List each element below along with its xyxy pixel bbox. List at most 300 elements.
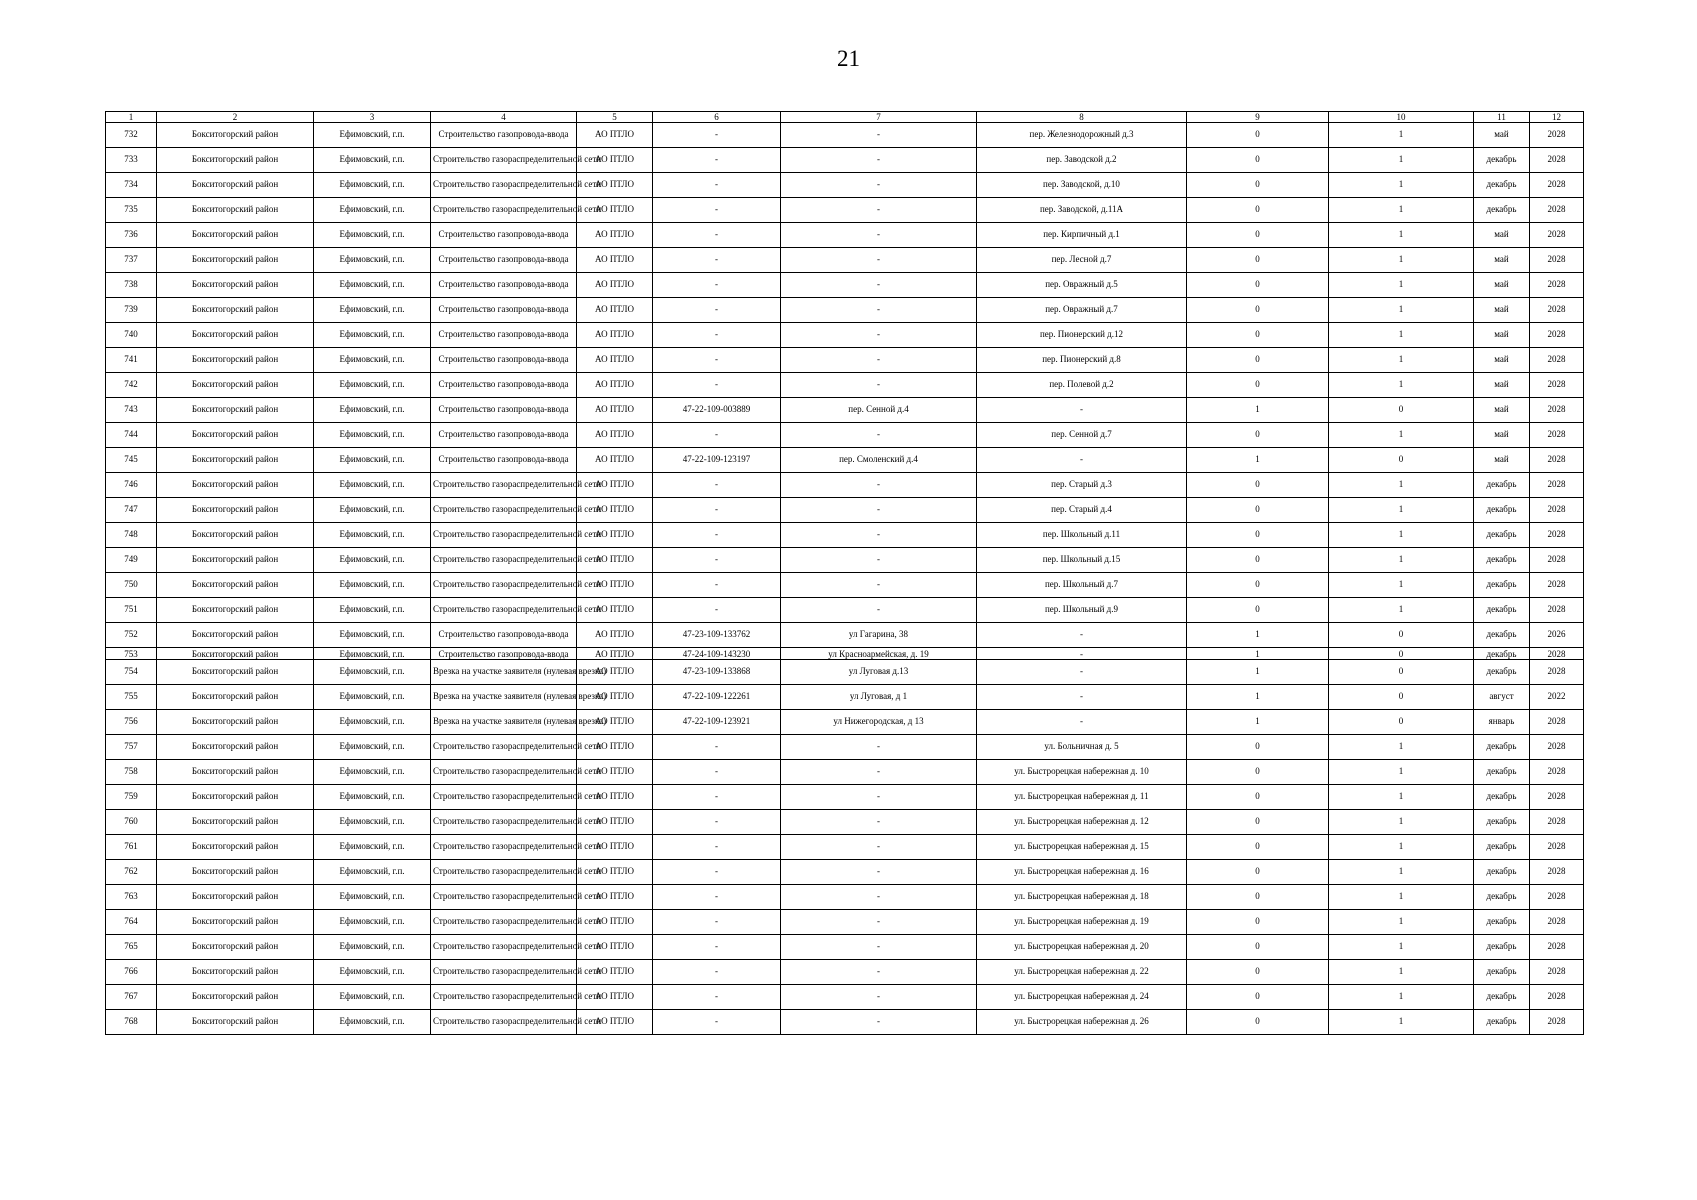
year-cell: 2028 [1530,423,1584,448]
district-cell: Бокситогорский район [157,423,314,448]
organization-cell: АО ПТЛО [577,348,653,373]
year-cell: 2028 [1530,173,1584,198]
settlement-cell: Ефимовский, г.п. [314,373,431,398]
count-cell: 0 [1187,573,1329,598]
count-cell: 1 [1329,323,1474,348]
work-type-cell: Строительство газораспределительной сети [431,598,577,623]
settlement-cell: Ефимовский, г.п. [314,498,431,523]
table-row [106,173,1584,198]
work-type-cell: Строительство газораспределительной сети [431,735,577,760]
month-cell: май [1474,448,1530,473]
column-header: 8 [977,112,1187,123]
organization-cell: АО ПТЛО [577,1010,653,1035]
count-cell: 1 [1329,173,1474,198]
cadastral-number-cell: - [653,810,781,835]
table-row [106,473,1584,498]
cadastral-number-cell: - [653,935,781,960]
count-cell: 0 [1329,448,1474,473]
work-type-cell: Строительство газопровода-ввода [431,248,577,273]
cadastral-number-cell: - [653,173,781,198]
table-row [106,735,1584,760]
organization-cell: АО ПТЛО [577,685,653,710]
connection-address-cell: пер. Овражный д.7 [977,298,1187,323]
object-address-cell: - [781,473,977,498]
organization-cell: АО ПТЛО [577,785,653,810]
table-row [106,910,1584,935]
settlement-cell: Ефимовский, г.п. [314,298,431,323]
object-address-cell: - [781,885,977,910]
count-cell: 1 [1187,398,1329,423]
cadastral-number-cell: - [653,760,781,785]
work-type-cell: Строительство газопровода-ввода [431,648,577,660]
settlement-cell: Ефимовский, г.п. [314,548,431,573]
row-number-cell: 762 [106,860,157,885]
count-cell: 0 [1187,985,1329,1010]
object-address-cell: ул Луговая д.13 [781,660,977,685]
settlement-cell: Ефимовский, г.п. [314,148,431,173]
district-cell: Бокситогорский район [157,348,314,373]
count-cell: 0 [1187,223,1329,248]
object-address-cell: - [781,523,977,548]
object-address-cell: - [781,548,977,573]
settlement-cell: Ефимовский, г.п. [314,398,431,423]
work-type-cell: Строительство газораспределительной сети [431,473,577,498]
connection-address-cell: ул. Быстрорецкая набережная д. 11 [977,785,1187,810]
organization-cell: АО ПТЛО [577,935,653,960]
district-cell: Бокситогорский район [157,623,314,648]
count-cell: 1 [1329,348,1474,373]
settlement-cell: Ефимовский, г.п. [314,735,431,760]
count-cell: 1 [1187,623,1329,648]
count-cell: 0 [1187,373,1329,398]
month-cell: декабрь [1474,860,1530,885]
district-cell: Бокситогорский район [157,473,314,498]
table-row [106,835,1584,860]
connection-address-cell: - [977,398,1187,423]
settlement-cell: Ефимовский, г.п. [314,598,431,623]
work-type-cell: Строительство газораспределительной сети [431,785,577,810]
settlement-cell: Ефимовский, г.п. [314,810,431,835]
district-cell: Бокситогорский район [157,985,314,1010]
year-cell: 2028 [1530,760,1584,785]
count-cell: 1 [1329,810,1474,835]
table-body [106,123,1584,1035]
work-type-cell: Строительство газопровода-ввода [431,373,577,398]
table-row [106,960,1584,985]
connection-address-cell: пер. Железнодорожный д.3 [977,123,1187,148]
row-number-cell: 737 [106,248,157,273]
cadastral-number-cell: - [653,323,781,348]
organization-cell: АО ПТЛО [577,198,653,223]
row-number-cell: 756 [106,710,157,735]
organization-cell: АО ПТЛО [577,735,653,760]
year-cell: 2028 [1530,598,1584,623]
settlement-cell: Ефимовский, г.п. [314,473,431,498]
work-type-cell: Строительство газораспределительной сети [431,148,577,173]
district-cell: Бокситогорский район [157,148,314,173]
year-cell: 2028 [1530,835,1584,860]
row-number-cell: 759 [106,785,157,810]
row-number-cell: 739 [106,298,157,323]
organization-cell: АО ПТЛО [577,398,653,423]
district-cell: Бокситогорский район [157,123,314,148]
count-cell: 0 [1187,298,1329,323]
count-cell: 0 [1187,810,1329,835]
connection-address-cell: пер. Сенной д.7 [977,423,1187,448]
column-header: 5 [577,112,653,123]
work-type-cell: Строительство газопровода-ввода [431,298,577,323]
settlement-cell: Ефимовский, г.п. [314,935,431,960]
cadastral-number-cell: - [653,573,781,598]
year-cell: 2028 [1530,273,1584,298]
object-address-cell: ул Гагарина, 38 [781,623,977,648]
connection-address-cell: - [977,710,1187,735]
table-row [106,760,1584,785]
cadastral-number-cell: 47-23-109-133762 [653,623,781,648]
month-cell: май [1474,373,1530,398]
year-cell: 2028 [1530,910,1584,935]
work-type-cell: Строительство газопровода-ввода [431,273,577,298]
object-address-cell: - [781,273,977,298]
row-number-cell: 734 [106,173,157,198]
cadastral-number-cell: - [653,298,781,323]
year-cell: 2028 [1530,960,1584,985]
work-type-cell: Строительство газораспределительной сети [431,1010,577,1035]
cadastral-number-cell: - [653,835,781,860]
work-type-cell: Строительство газораспределительной сети [431,760,577,785]
organization-cell: АО ПТЛО [577,373,653,398]
connection-address-cell: ул. Быстрорецкая набережная д. 18 [977,885,1187,910]
organization-cell: АО ПТЛО [577,623,653,648]
object-address-cell: - [781,198,977,223]
object-address-cell: - [781,373,977,398]
table-row [106,198,1584,223]
year-cell: 2028 [1530,323,1584,348]
count-cell: 1 [1329,223,1474,248]
row-number-cell: 747 [106,498,157,523]
object-address-cell: - [781,1010,977,1035]
row-number-cell: 746 [106,473,157,498]
connection-address-cell: ул. Быстрорецкая набережная д. 15 [977,835,1187,860]
settlement-cell: Ефимовский, г.п. [314,323,431,348]
settlement-cell: Ефимовский, г.п. [314,835,431,860]
connection-address-cell: пер. Старый д.3 [977,473,1187,498]
count-cell: 0 [1187,760,1329,785]
month-cell: май [1474,273,1530,298]
object-address-cell: - [781,323,977,348]
month-cell: декабрь [1474,148,1530,173]
column-header: 2 [157,112,314,123]
count-cell: 1 [1329,735,1474,760]
object-address-cell: - [781,298,977,323]
month-cell: декабрь [1474,173,1530,198]
object-address-cell: - [781,785,977,810]
cadastral-number-cell: - [653,123,781,148]
table-row [106,398,1584,423]
year-cell: 2028 [1530,248,1584,273]
month-cell: декабрь [1474,935,1530,960]
settlement-cell: Ефимовский, г.п. [314,710,431,735]
district-cell: Бокситогорский район [157,573,314,598]
year-cell: 2028 [1530,498,1584,523]
district-cell: Бокситогорский район [157,710,314,735]
settlement-cell: Ефимовский, г.п. [314,348,431,373]
connection-address-cell: пер. Заводской д.2 [977,148,1187,173]
cadastral-number-cell: 47-22-109-003889 [653,398,781,423]
settlement-cell: Ефимовский, г.п. [314,760,431,785]
organization-cell: АО ПТЛО [577,710,653,735]
year-cell: 2028 [1530,648,1584,660]
connection-address-cell: пер. Заводской, д.10 [977,173,1187,198]
connection-address-cell: ул. Быстрорецкая набережная д. 24 [977,985,1187,1010]
count-cell: 0 [1187,785,1329,810]
organization-cell: АО ПТЛО [577,760,653,785]
object-address-cell: - [781,248,977,273]
table-row [106,123,1584,148]
settlement-cell: Ефимовский, г.п. [314,685,431,710]
page-number: 21 [837,46,860,71]
count-cell: 1 [1329,835,1474,860]
settlement-cell: Ефимовский, г.п. [314,885,431,910]
row-number-cell: 748 [106,523,157,548]
connection-address-cell: пер. Старый д.4 [977,498,1187,523]
count-cell: 1 [1187,648,1329,660]
work-type-cell: Строительство газораспределительной сети [431,198,577,223]
month-cell: декабрь [1474,985,1530,1010]
district-cell: Бокситогорский район [157,910,314,935]
district-cell: Бокситогорский район [157,760,314,785]
organization-cell: АО ПТЛО [577,448,653,473]
year-cell: 2028 [1530,298,1584,323]
year-cell: 2026 [1530,623,1584,648]
object-address-cell: - [781,348,977,373]
district-cell: Бокситогорский район [157,373,314,398]
cadastral-number-cell: - [653,885,781,910]
settlement-cell: Ефимовский, г.п. [314,660,431,685]
object-address-cell: - [781,735,977,760]
count-cell: 1 [1329,523,1474,548]
month-cell: август [1474,685,1530,710]
table-row [106,885,1584,910]
connection-address-cell: пер. Школьный д.11 [977,523,1187,548]
district-cell: Бокситогорский район [157,398,314,423]
column-header: 12 [1530,112,1584,123]
month-cell: май [1474,398,1530,423]
count-cell: 1 [1329,198,1474,223]
count-cell: 0 [1187,960,1329,985]
district-cell: Бокситогорский район [157,810,314,835]
month-cell: май [1474,323,1530,348]
organization-cell: АО ПТЛО [577,423,653,448]
district-cell: Бокситогорский район [157,273,314,298]
year-cell: 2028 [1530,223,1584,248]
object-address-cell: пер. Смоленский д.4 [781,448,977,473]
settlement-cell: Ефимовский, г.п. [314,860,431,885]
count-cell: 0 [1187,348,1329,373]
connection-address-cell: ул. Быстрорецкая набережная д. 26 [977,1010,1187,1035]
settlement-cell: Ефимовский, г.п. [314,623,431,648]
month-cell: декабрь [1474,648,1530,660]
cadastral-number-cell: - [653,198,781,223]
cadastral-number-cell: - [653,548,781,573]
column-header: 3 [314,112,431,123]
work-type-cell: Строительство газопровода-ввода [431,398,577,423]
connection-address-cell: ул. Быстрорецкая набережная д. 10 [977,760,1187,785]
work-type-cell: Строительство газораспределительной сети [431,985,577,1010]
settlement-cell: Ефимовский, г.п. [314,523,431,548]
registry-table [105,111,1584,1035]
count-cell: 0 [1187,323,1329,348]
row-number-cell: 732 [106,123,157,148]
month-cell: май [1474,123,1530,148]
cadastral-number-cell: - [653,423,781,448]
year-cell: 2028 [1530,935,1584,960]
month-cell: декабрь [1474,785,1530,810]
year-cell: 2028 [1530,198,1584,223]
cadastral-number-cell: - [653,473,781,498]
organization-cell: АО ПТЛО [577,148,653,173]
header-row [106,112,1584,123]
table-row [106,248,1584,273]
count-cell: 1 [1329,935,1474,960]
object-address-cell: - [781,173,977,198]
row-number-cell: 751 [106,598,157,623]
connection-address-cell: - [977,685,1187,710]
year-cell: 2028 [1530,348,1584,373]
object-address-cell: - [781,123,977,148]
year-cell: 2028 [1530,523,1584,548]
month-cell: декабрь [1474,735,1530,760]
work-type-cell: Врезка на участке заявителя (нулевая врезка) [431,660,577,685]
table-row [106,223,1584,248]
month-cell: май [1474,423,1530,448]
settlement-cell: Ефимовский, г.п. [314,198,431,223]
object-address-cell: - [781,985,977,1010]
connection-address-cell: пер. Заводской, д.11А [977,198,1187,223]
row-number-cell: 765 [106,935,157,960]
organization-cell: АО ПТЛО [577,885,653,910]
table-row [106,648,1584,660]
connection-address-cell: пер. Школьный д.9 [977,598,1187,623]
month-cell: декабрь [1474,960,1530,985]
table-row [106,710,1584,735]
district-cell: Бокситогорский район [157,298,314,323]
cadastral-number-cell: - [653,735,781,760]
connection-address-cell: - [977,648,1187,660]
cadastral-number-cell: 47-22-109-123921 [653,710,781,735]
district-cell: Бокситогорский район [157,785,314,810]
settlement-cell: Ефимовский, г.п. [314,173,431,198]
count-cell: 1 [1329,498,1474,523]
row-number-cell: 749 [106,548,157,573]
count-cell: 0 [1187,735,1329,760]
district-cell: Бокситогорский район [157,198,314,223]
organization-cell: АО ПТЛО [577,498,653,523]
organization-cell: АО ПТЛО [577,248,653,273]
organization-cell: АО ПТЛО [577,985,653,1010]
count-cell: 0 [1187,148,1329,173]
district-cell: Бокситогорский район [157,448,314,473]
work-type-cell: Строительство газопровода-ввода [431,348,577,373]
count-cell: 0 [1329,660,1474,685]
year-cell: 2028 [1530,785,1584,810]
month-cell: декабрь [1474,548,1530,573]
count-cell: 1 [1329,760,1474,785]
settlement-cell: Ефимовский, г.п. [314,123,431,148]
cadastral-number-cell: - [653,860,781,885]
column-header: 1 [106,112,157,123]
year-cell: 2028 [1530,373,1584,398]
count-cell: 0 [1329,685,1474,710]
table-row [106,860,1584,885]
row-number-cell: 754 [106,660,157,685]
district-cell: Бокситогорский район [157,960,314,985]
object-address-cell: - [781,423,977,448]
connection-address-cell: ул. Быстрорецкая набережная д. 20 [977,935,1187,960]
table-row [106,448,1584,473]
connection-address-cell: пер. Школьный д.15 [977,548,1187,573]
connection-address-cell: - [977,623,1187,648]
object-address-cell: - [781,960,977,985]
cadastral-number-cell: 47-24-109-143230 [653,648,781,660]
column-header: 7 [781,112,977,123]
count-cell: 1 [1329,273,1474,298]
work-type-cell: Строительство газораспределительной сети [431,523,577,548]
table-row [106,685,1584,710]
district-cell: Бокситогорский район [157,860,314,885]
count-cell: 1 [1329,860,1474,885]
work-type-cell: Строительство газораспределительной сети [431,548,577,573]
object-address-cell: ул Красноармейская, д. 19 [781,648,977,660]
count-cell: 0 [1187,123,1329,148]
cadastral-number-cell: 47-22-109-122261 [653,685,781,710]
cadastral-number-cell: - [653,373,781,398]
row-number-cell: 760 [106,810,157,835]
year-cell: 2028 [1530,860,1584,885]
count-cell: 0 [1187,885,1329,910]
object-address-cell: - [781,598,977,623]
month-cell: январь [1474,710,1530,735]
count-cell: 0 [1187,523,1329,548]
row-number-cell: 758 [106,760,157,785]
district-cell: Бокситогорский район [157,223,314,248]
year-cell: 2028 [1530,810,1584,835]
settlement-cell: Ефимовский, г.п. [314,910,431,935]
organization-cell: АО ПТЛО [577,835,653,860]
work-type-cell: Строительство газораспределительной сети [431,573,577,598]
object-address-cell: - [781,148,977,173]
count-cell: 0 [1187,860,1329,885]
year-cell: 2028 [1530,573,1584,598]
object-address-cell: - [781,835,977,860]
year-cell: 2028 [1530,548,1584,573]
row-number-cell: 755 [106,685,157,710]
count-cell: 1 [1329,885,1474,910]
work-type-cell: Строительство газораспределительной сети [431,910,577,935]
count-cell: 1 [1329,910,1474,935]
row-number-cell: 766 [106,960,157,985]
month-cell: декабрь [1474,498,1530,523]
count-cell: 0 [1187,548,1329,573]
organization-cell: АО ПТЛО [577,123,653,148]
organization-cell: АО ПТЛО [577,598,653,623]
connection-address-cell: пер. Пионерский д.8 [977,348,1187,373]
year-cell: 2028 [1530,710,1584,735]
count-cell: 0 [1187,173,1329,198]
district-cell: Бокситогорский район [157,498,314,523]
table-row [106,1010,1584,1035]
row-number-cell: 745 [106,448,157,473]
